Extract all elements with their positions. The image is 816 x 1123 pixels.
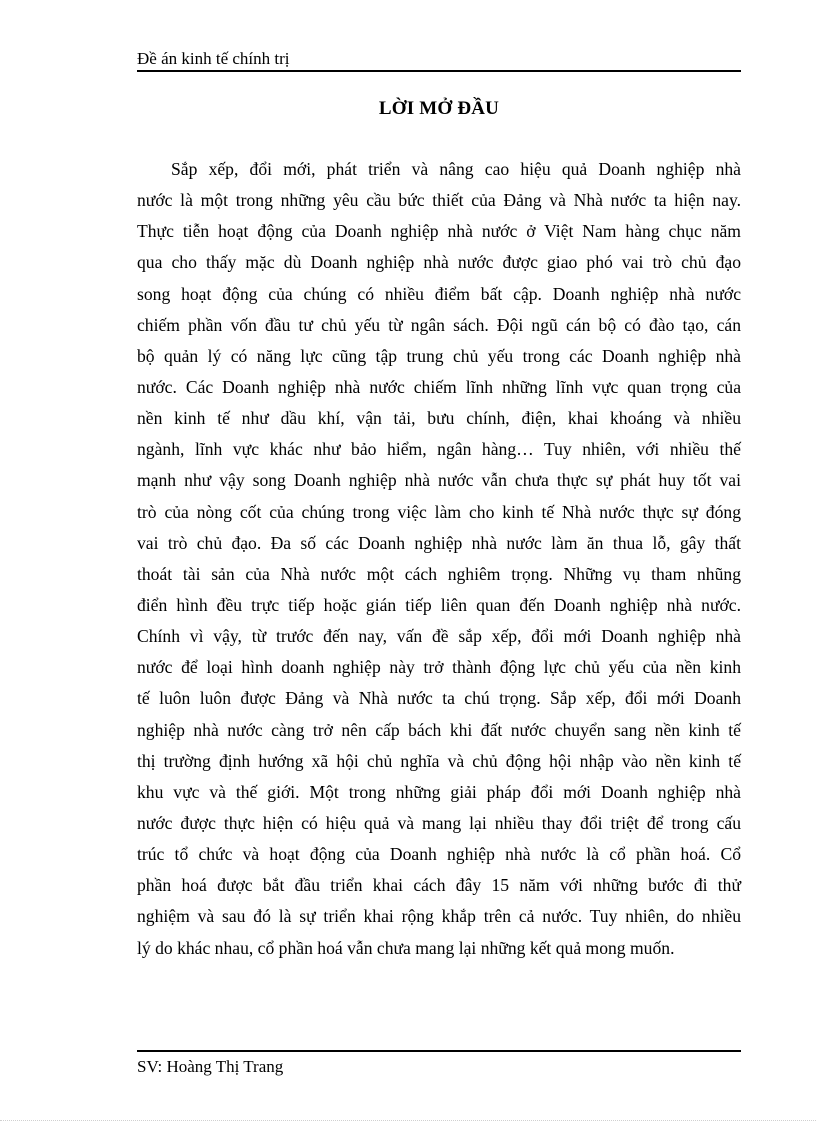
paragraph-line: nước để loại hình doanh nghiệp này trở thành động lực chủ yếu của nền kinh bbox=[137, 657, 741, 678]
paragraph-line: thị trường định hướng xã hội chủ nghĩa và chủ động hội nhập vào nền kinh tế bbox=[137, 750, 741, 771]
paragraph-line: lý do khác nhau, cổ phần hoá vẫn chưa mang lại những kết quả mong muốn. bbox=[137, 937, 675, 958]
paragraph-line: song hoạt động của chúng có nhiều điểm bất cập. Doanh nghiệp nhà nước bbox=[137, 283, 741, 304]
paragraph-line: điển hình đều trực tiếp hoặc gián tiếp liên quan đến Doanh nghiệp nhà nước. bbox=[137, 594, 741, 615]
footer-rule bbox=[137, 1050, 741, 1052]
paragraph-line: nước được thực hiện có hiệu quả và mang lại nhiều thay đổi triệt để trong cấu bbox=[137, 812, 741, 833]
page-title: LỜI MỞ ĐẦU bbox=[378, 98, 500, 119]
paragraph-line: ngành, lĩnh vực khác như bảo hiểm, ngân hàng… Tuy nhiên, với nhiều thế bbox=[137, 439, 741, 460]
paragraph-line: nghiệp nhà nước càng trở nên cấp bách khi đất nước chuyển sang nền kinh tế bbox=[137, 719, 741, 740]
paragraph-line: khu vực và thế giới. Một trong những giải pháp đổi mới Doanh nghiệp nhà bbox=[137, 781, 741, 802]
body-paragraph bbox=[137, 154, 741, 964]
paragraph-line: tế luôn luôn được Đảng và Nhà nước ta chú trọng. Sắp xếp, đổi mới Doanh bbox=[137, 688, 741, 709]
paragraph-line: bộ quản lý có năng lực cũng tập trung chủ yếu trong các Doanh nghiệp nhà bbox=[137, 345, 741, 366]
paragraph-line: mạnh như vậy song Doanh nghiệp nhà nước vẫn chưa thực sự phát huy tốt vai bbox=[137, 470, 741, 491]
paragraph-line: chiếm phần vốn đầu tư chủ yếu từ ngân sách. Đội ngũ cán bộ có đào tạo, cán bbox=[137, 314, 741, 335]
paragraph-line: nền kinh tế như dầu khí, vận tải, bưu chính, điện, khai khoáng và nhiều bbox=[137, 408, 741, 429]
paragraph-line: trúc tổ chức và hoạt động của Doanh nghiệp nhà nước là cổ phần hoá. Cổ bbox=[137, 844, 741, 865]
page-bottom-border bbox=[0, 1120, 816, 1121]
header-rule bbox=[137, 70, 741, 72]
paragraph-line: Thực tiễn hoạt động của Doanh nghiệp nhà nước ở Việt Nam hàng chục năm bbox=[137, 221, 741, 242]
paragraph-line: vai trò chủ đạo. Đa số các Doanh nghiệp nhà nước làm ăn thua lỗ, gây thất bbox=[137, 532, 741, 553]
paragraph-line: nước. Các Doanh nghiệp nhà nước chiếm lĩnh những lĩnh vực quan trọng của bbox=[137, 376, 741, 397]
paragraph-line: Chính vì vậy, từ trước đến nay, vấn đề sắp xếp, đổi mới Doanh nghiệp nhà bbox=[137, 626, 741, 647]
paragraph-line: nghiệm và sau đó là sự triển khai rộng khắp trên cả nước. Tuy nhiên, do nhiều bbox=[137, 906, 741, 927]
paragraph-line: Sắp xếp, đổi mới, phát triển và nâng cao hiệu quả Doanh nghiệp nhà bbox=[171, 159, 741, 179]
paragraph-line: thoát tài sản của Nhà nước một cách nghiêm trọng. Những vụ tham nhũng bbox=[137, 563, 741, 584]
paragraph-line: nước là một trong những yêu cầu bức thiết của Đảng và Nhà nước ta hiện nay. bbox=[137, 190, 741, 211]
page-footer: SV: Hoàng Thị Trang bbox=[137, 1057, 284, 1076]
paragraph-line: phần hoá được bắt đầu triển khai cách đây 15 năm với những bước đi thử bbox=[137, 875, 741, 896]
page-header: Đề án kinh tế chính trị bbox=[137, 49, 290, 68]
paragraph-line: qua cho thấy mặc dù Doanh nghiệp nhà nước được giao phó vai trò chủ đạo bbox=[137, 252, 741, 273]
paragraph-line: trò của nòng cốt của chúng trong việc làm cho kinh tế Nhà nước thực sự đóng bbox=[137, 501, 741, 522]
